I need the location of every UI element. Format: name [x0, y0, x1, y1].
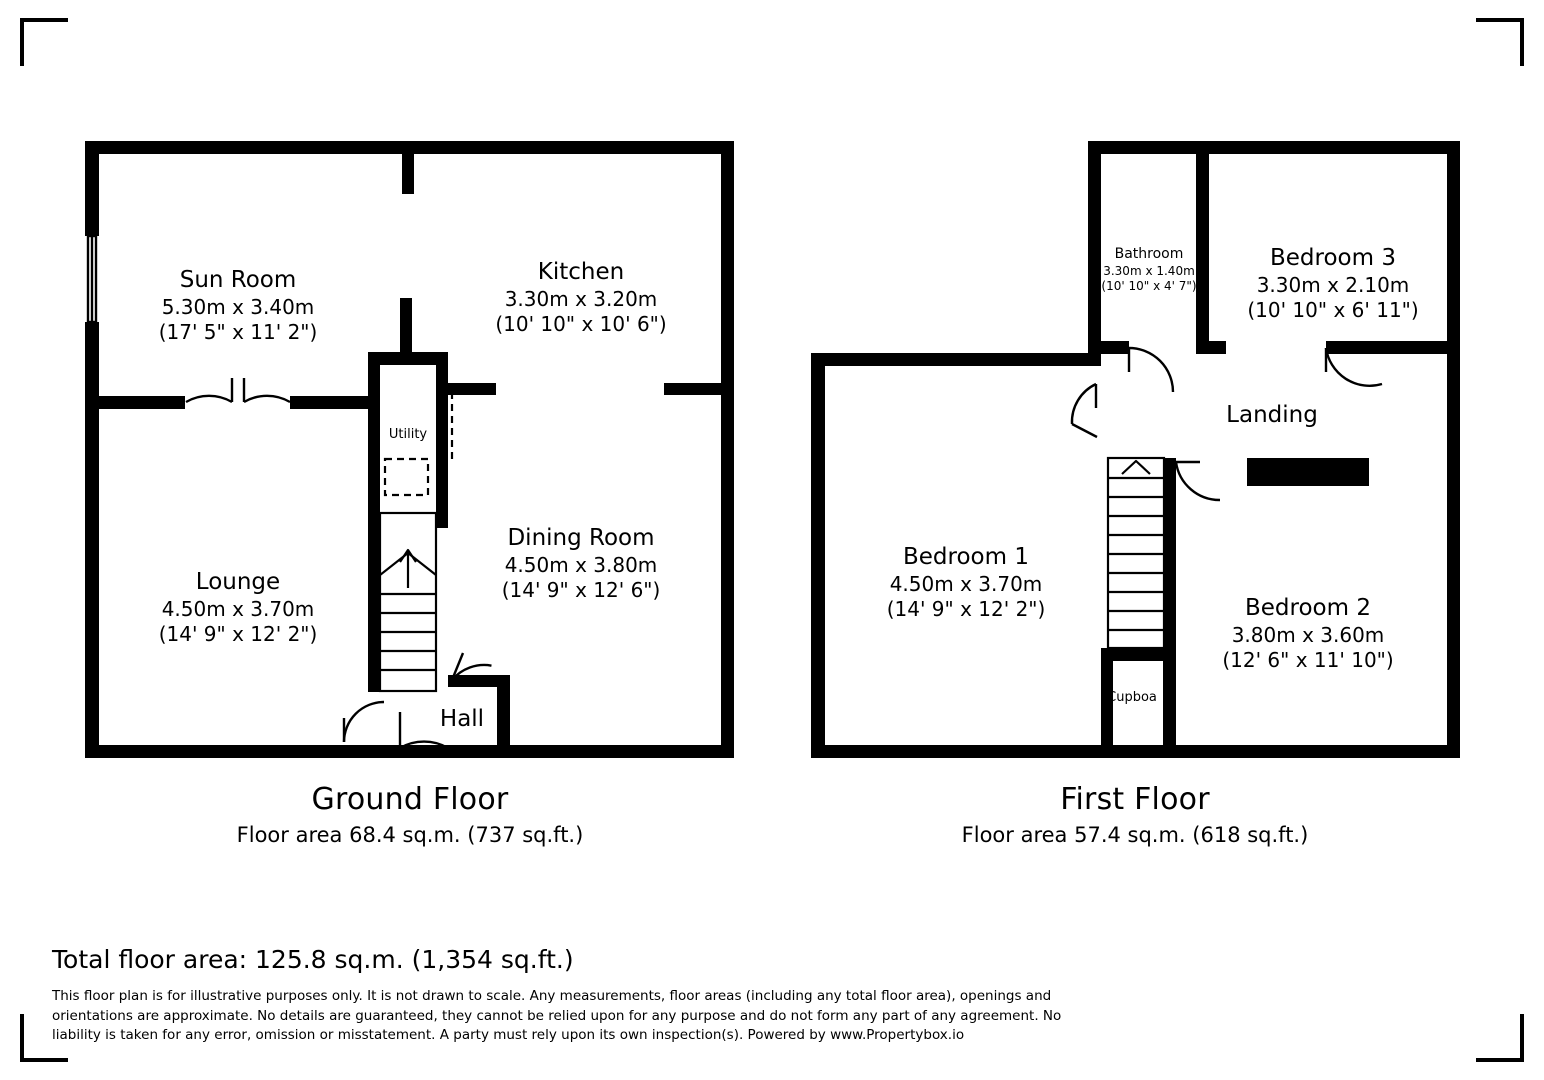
room-label-bedroom-3: Bedroom 3 3.30m x 2.10m (10' 10" x 6' 11") [1247, 245, 1419, 322]
first-floor-area: Floor area 57.4 sq.m. (618 sq.ft.) [961, 823, 1309, 847]
room-label-cupboard: Cupboa [1107, 690, 1157, 705]
ground-floor-area: Floor area 68.4 sq.m. (737 sq.ft.) [236, 823, 584, 847]
total-floor-area: Total floor area: 125.8 sq.m. (1,354 sq.ft.) [52, 945, 574, 974]
disclaimer-text: This floor plan is for illustrative purposes only. It is not drawn to scale. Any measurements, floor areas (including any total floor area), openings and orientations are approximate. No details are guaranteed, they cannot be relied upon for any purpose and do not form any part of any agreement. No liability is taken for any error, omission or misstatement. A party must rely upon its own inspection(s). Powered by www.Propertybox.io [52, 988, 1062, 1044]
ground-floor-title: Ground Floor [311, 782, 509, 817]
room-label-bathroom: Bathroom 3.30m x 1.40m (10' 10" x 4' 7") [1101, 246, 1197, 293]
room-label-hall: Hall [439, 706, 485, 732]
room-label-sun-room: Sun Room 5.30m x 3.40m (17' 5" x 11' 2") [158, 267, 318, 344]
room-label-kitchen: Kitchen 3.30m x 3.20m (10' 10" x 10' 6") [495, 259, 667, 336]
first-floor-title-block [785, 782, 1485, 847]
room-label-bedroom-1: Bedroom 1 4.50m x 3.70m (14' 9" x 12' 2") [886, 544, 1046, 621]
room-label-landing: Landing [1226, 402, 1318, 428]
room-label-utility: Utility [388, 427, 428, 442]
room-label-dining-room: Dining Room 4.50m x 3.80m (14' 9" x 12' 6") [501, 525, 661, 602]
room-label-lounge: Lounge 4.50m x 3.70m (14' 9" x 12' 2") [158, 569, 318, 646]
first-floor-title: First Floor [1060, 782, 1210, 817]
room-label-bedroom-2: Bedroom 2 3.80m x 3.60m (12' 6" x 11' 10") [1222, 595, 1394, 672]
